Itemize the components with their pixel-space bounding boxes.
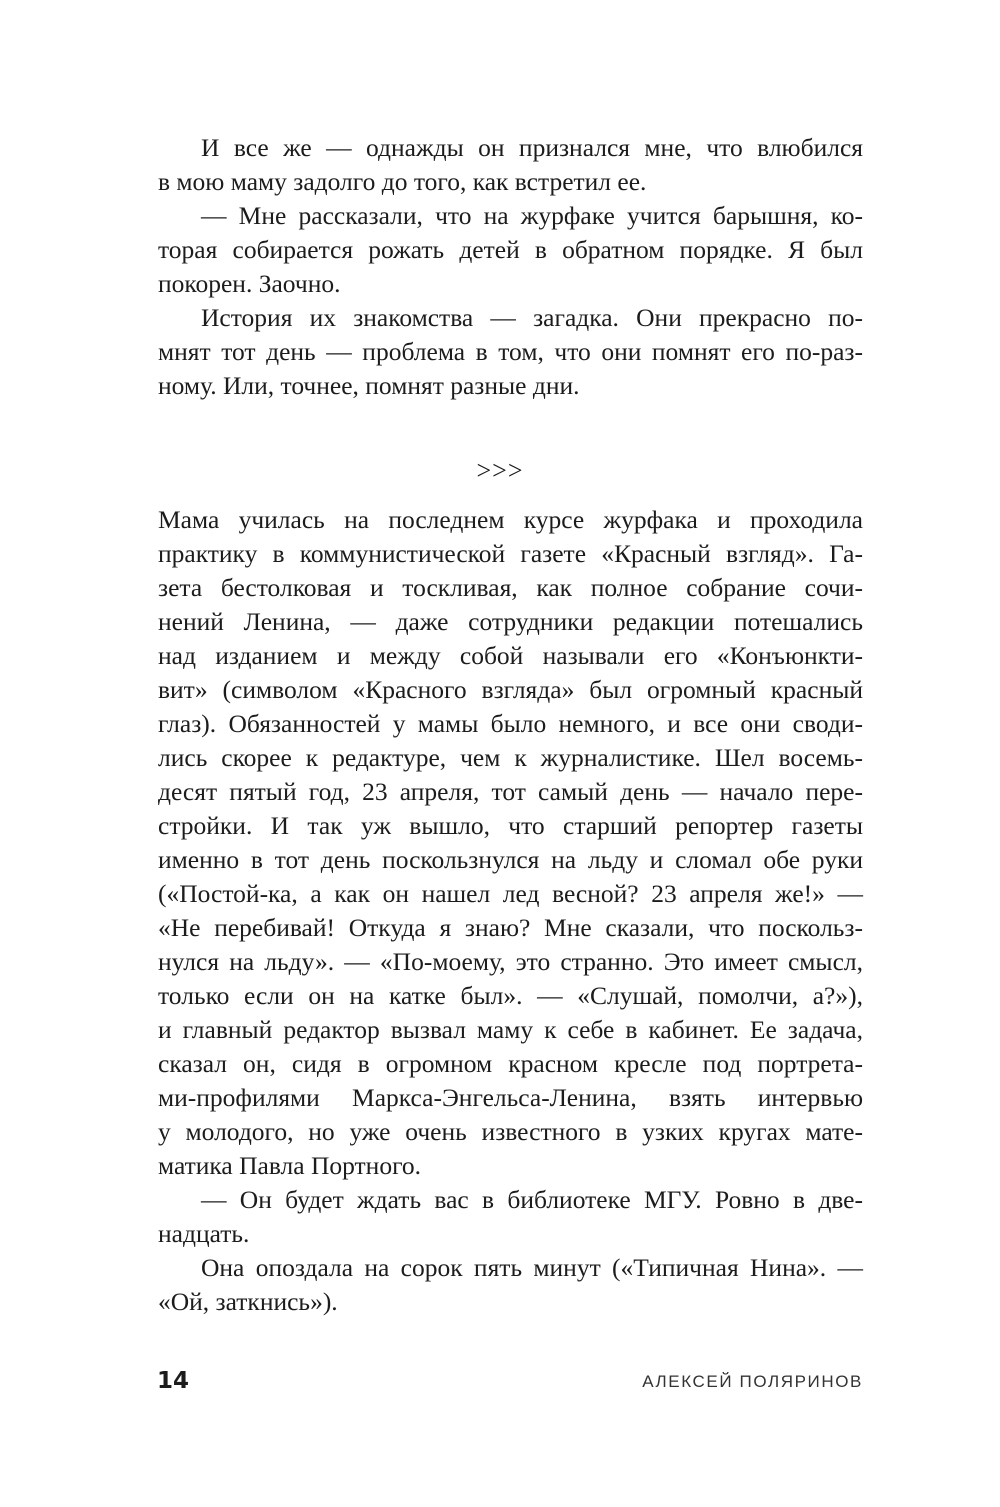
text-line: именно в тот день поскользнулся на льду и сломал обе руки <box>158 845 863 874</box>
text-section-1 <box>158 131 863 403</box>
text-line: И все же — однажды он признался мне, что влюбился <box>201 133 863 162</box>
text-line: торая собирается рожать детей в обратном порядке. Я был <box>158 235 863 264</box>
text-line: нулся на льду». — «По-моему, это странно. Это имеет смысл, <box>158 947 863 976</box>
text-line: История их знакомства — загадка. Они прекрасно по- <box>201 303 863 332</box>
text-line: у молодого, но уже очень известного в узких кругах мате- <box>158 1117 863 1146</box>
text-line: стройки. И так уж вышло, что старший репортер газеты <box>158 811 863 840</box>
text-line: «Ой, заткнись»). <box>158 1287 338 1316</box>
text-line: ному. Или, точнее, помнят разные дни. <box>158 371 580 400</box>
running-footer-author: АЛЕКСЕЙ ПОЛЯРИНОВ <box>642 1372 863 1391</box>
text-line: глаз). Обязанностей у мамы было немного, и все они своди- <box>158 709 863 738</box>
text-line: «Не перебивай! Откуда я знаю? Мне сказали, что поскольз- <box>158 913 863 942</box>
text-line: сказал он, сидя в огромном красном кресле под портрета- <box>158 1049 863 1078</box>
text-line: и главный редактор вызвал маму к себе в кабинет. Ее задача, <box>158 1015 863 1044</box>
text-line: — Мне рассказали, что на журфаке учится барышня, ко- <box>201 201 863 230</box>
text-line: Мама училась на последнем курсе журфака и проходила <box>158 505 863 534</box>
text-line: над изданием и между собой называли его «Конъюнкти- <box>158 641 863 670</box>
text-line: нений Ленина, — даже сотрудники редакции потешались <box>158 607 863 636</box>
text-line: в мою маму задолго до того, как встретил ее. <box>158 167 647 196</box>
text-line: лись скорее к редактуре, чем к журналистике. Шел восемь- <box>158 743 863 772</box>
text-line: только если он на катке был». — «Слушай, помолчи, а?»), <box>158 981 863 1010</box>
text-line: Она опоздала на сорок пять минут («Типичная Нина». — <box>201 1253 863 1282</box>
text-line: матика Павла Портного. <box>158 1151 422 1180</box>
text-line: зета бестолковая и тоскливая, как полное собрание сочи- <box>158 573 863 602</box>
section-separator: >>> <box>476 456 524 485</box>
text-line: ми-профилями Маркса-Энгельса-Ленина, взять интервью <box>158 1083 863 1112</box>
page-number: 14 <box>157 1368 190 1394</box>
text-line: надцать. <box>158 1219 250 1248</box>
text-line: вит» (символом «Красного взгляда» был огромный красный <box>158 675 863 704</box>
text-line: — Он будет ждать вас в библиотеке МГУ. Ровно в две- <box>201 1185 863 1214</box>
text-line: десят пятый год, 23 апреля, тот самый день — начало пере- <box>158 777 863 806</box>
text-line: практику в коммунистической газете «Красный взгляд». Га- <box>158 539 863 568</box>
text-section-2 <box>158 503 863 1319</box>
text-line: покорен. Заочно. <box>158 269 341 298</box>
text-line: мнят тот день — проблема в том, что они помнят его по-раз- <box>158 337 863 366</box>
text-line: («Постой-ка, а как он нашел лед весной? 23 апреля же!» — <box>158 879 863 908</box>
